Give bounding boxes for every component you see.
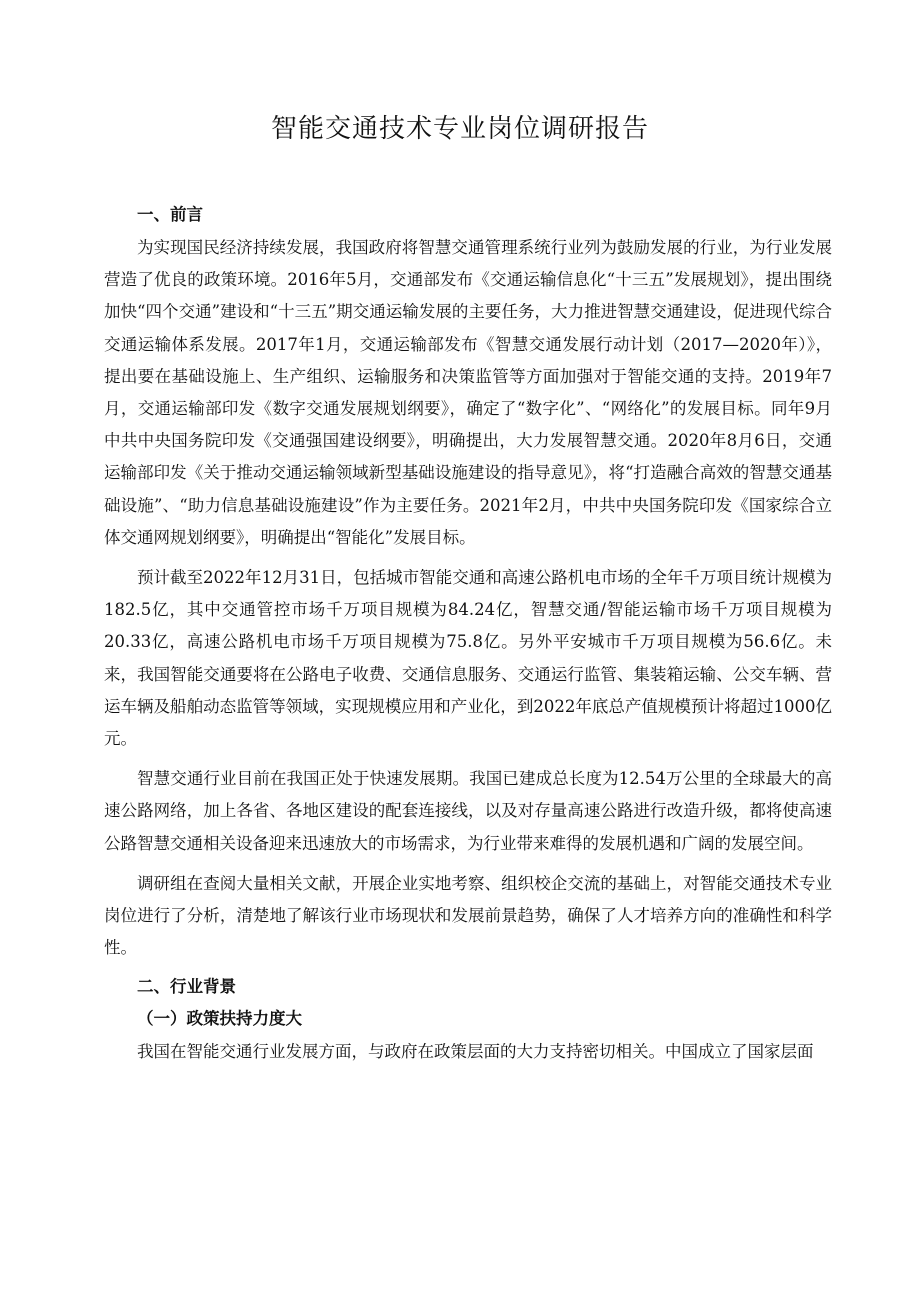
paragraph: 我国在智能交通行业发展方面，与政府在政策层面的大力支持密切相关。中国成立了国家层面 [137, 1042, 814, 1062]
section-heading-preface: 一、前言 [137, 205, 203, 224]
paragraph: 为实现国民经济持续发展，我国政府将智慧交通管理系统行业列为鼓励发展的行业，为行业发展营造了优良的政策环境。2016年5月，交通部发布《交通运输信息化“十三五”发展规划》，提出围绕加快“四个交通”建设和“十三五”期交通运输发展的主要任务，大力推进智慧交通建设，促进现代综合交通运输体系发展。2017年1月，交通运输部发布《智慧交通发展行动计划（2017—2020年）》，提出要在基础设施上、生产组织、运输服务和决策监管等方面加强对于智能交通的支持。2019年7月，交通运输部印发《数字交通发展规划纲要》，确定了“数字化”、“网络化”的发展目标。同年9月中共中央国务院印发《交通强国建设纲要》，明确提出，大力发展智慧交通。2020年8月6日，交通运输部印发《关于推动交通运输领域新型基础设施建设的指导意见》，将“打造融合高效的智慧交通基础设施”、“助力信息基础设施建设”作为主要任务。2021年2月，中共中央国务院印发《国家综合立体交通网规划纲要》，明确提出“智能化”发展目标。 [104, 238, 832, 547]
subsection-heading-policy: （一）政策扶持力度大 [137, 1009, 302, 1029]
document-title: 智能交通技术专业岗位调研报告 [270, 114, 649, 144]
document-body [104, 200, 832, 1077]
paragraph: 预计截至2022年12月31日，包括城市智能交通和高速公路机电市场的全年千万项目统计规模为182.5亿，其中交通管控市场千万项目规模为84.24亿，智慧交通/智能运输市场千万项目规模为20.33亿，高速公路机电市场千万项目规模为75.8亿。另外平安城市千万项目规模为56.6亿。未来，我国智能交通要将在公路电子收费、交通信息服务、交通运行监管、集装箱运输、公交车辆、营运车辆及船舶动态监管等领域，实现规模应用和产业化，到2022年底总产值规模预计将超过1000亿元。 [104, 568, 832, 749]
paragraph: 调研组在查阅大量相关文献，开展企业实地考察、组织校企交流的基础上，对智能交通技术专业岗位进行了分析，清楚地了解该行业市场现状和发展前景趋势，确保了人才培养方向的准确性和科学性。 [104, 873, 832, 958]
section-heading-background: 二、行业背景 [137, 977, 236, 997]
paragraph: 智慧交通行业目前在我国正处于快速发展期。我国已建成总长度为12.54万公里的全球最大的高速公路网络，加上各省、各地区建设的配套连接线，以及对存量高速公路进行改造升级，都将使高速公路智慧交通相关设备迎来迅速放大的市场需求，为行业带来难得的发展机遇和广阔的发展空间。 [104, 769, 832, 853]
